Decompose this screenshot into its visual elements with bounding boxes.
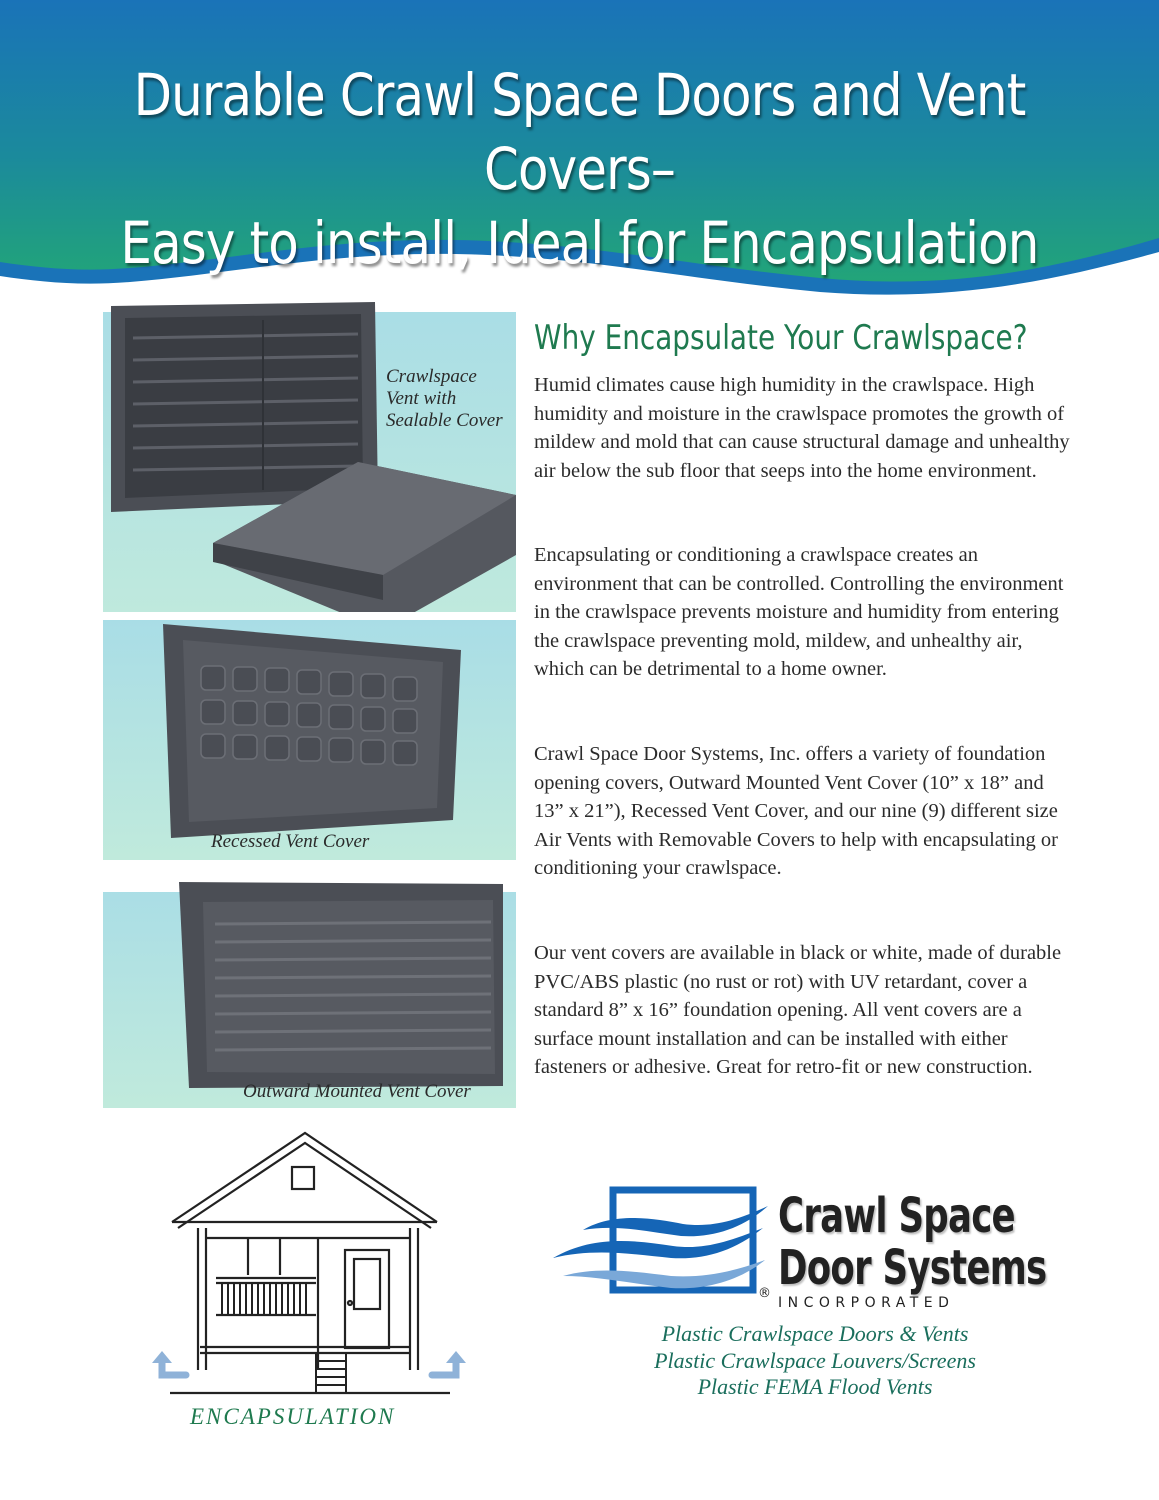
brand-name-line-2: Door Systems [778, 1240, 1047, 1296]
photo-recessed-vent-cover [103, 620, 516, 860]
paragraph-4: Our vent covers are available in black or white, made of durable PVC/ABS plastic (no rust or rot) with UV retardant, cover a standard 8” x 16” foundation opening. All vent covers are a surface mount installation and can be installed with either fasteners or adhesive. Great for retro-fit or new construction. [534, 942, 1062, 1078]
brand-name-line-1: Crawl Space [778, 1188, 1015, 1244]
brand-logo [553, 1180, 773, 1305]
paragraph-2: Encapsulating or conditioning a crawlspace creates an environment that can be controlled. Controlling the environment in the crawlspace prevents moisture and humidity from entering the crawlspace preventing mold, mildew, and unhealthy air, which can be detrimental to a home owner. [534, 544, 1064, 680]
paragraph-1: Humid climates cause high humidity in the crawlspace. High humidity and moisture in the crawlspace promotes the growth of mildew and mold that can cause structural damage and unhealthy air below the sub floor that seeps into the home environment. [534, 374, 1070, 482]
photo-vent-with-cover [103, 300, 516, 612]
house-illustration [140, 1125, 480, 1395]
brand-incorporated: INCORPORATED [778, 1295, 955, 1311]
caption-outward-mounted-vent-cover: Outward Mounted Vent Cover [243, 1081, 471, 1102]
caption-vent-with-cover: Crawlspace Vent with Sealable Cover [386, 366, 503, 431]
paragraph-3: Crawl Space Door Systems, Inc. offers a variety of foundation opening covers, Outward Mounted Vent Cover (10” x 18” and 13” x 21”), Recessed Vent Cover, and our nine (9) different size Air Vents with Removable Covers to help with encapsulating or conditioning your crawlspace. [534, 743, 1058, 879]
tagline-flood-vents: Plastic FEMA Flood Vents [697, 1374, 933, 1399]
caption-recessed-vent-cover: Recessed Vent Cover [211, 831, 370, 852]
tagline-louvers-screens: Plastic Crawlspace Louvers/Screens [654, 1348, 976, 1373]
tagline-doors-vents: Plastic Crawlspace Doors & Vents [661, 1321, 969, 1346]
header-banner [0, 0, 1159, 300]
registered-mark: ® [758, 1286, 771, 1301]
photo-outward-mounted-vent-cover [103, 878, 516, 1108]
encapsulation-label: ENCAPSULATION [190, 1404, 396, 1429]
title-line-2: Easy to install, Ideal for Encapsulation [120, 209, 1039, 277]
title-line-1: Durable Crawl Space Doors and Vent Covers– [133, 61, 1026, 203]
page-title [81, 58, 1078, 280]
section-heading: Why Encapsulate Your Crawlspace? [534, 318, 1028, 358]
